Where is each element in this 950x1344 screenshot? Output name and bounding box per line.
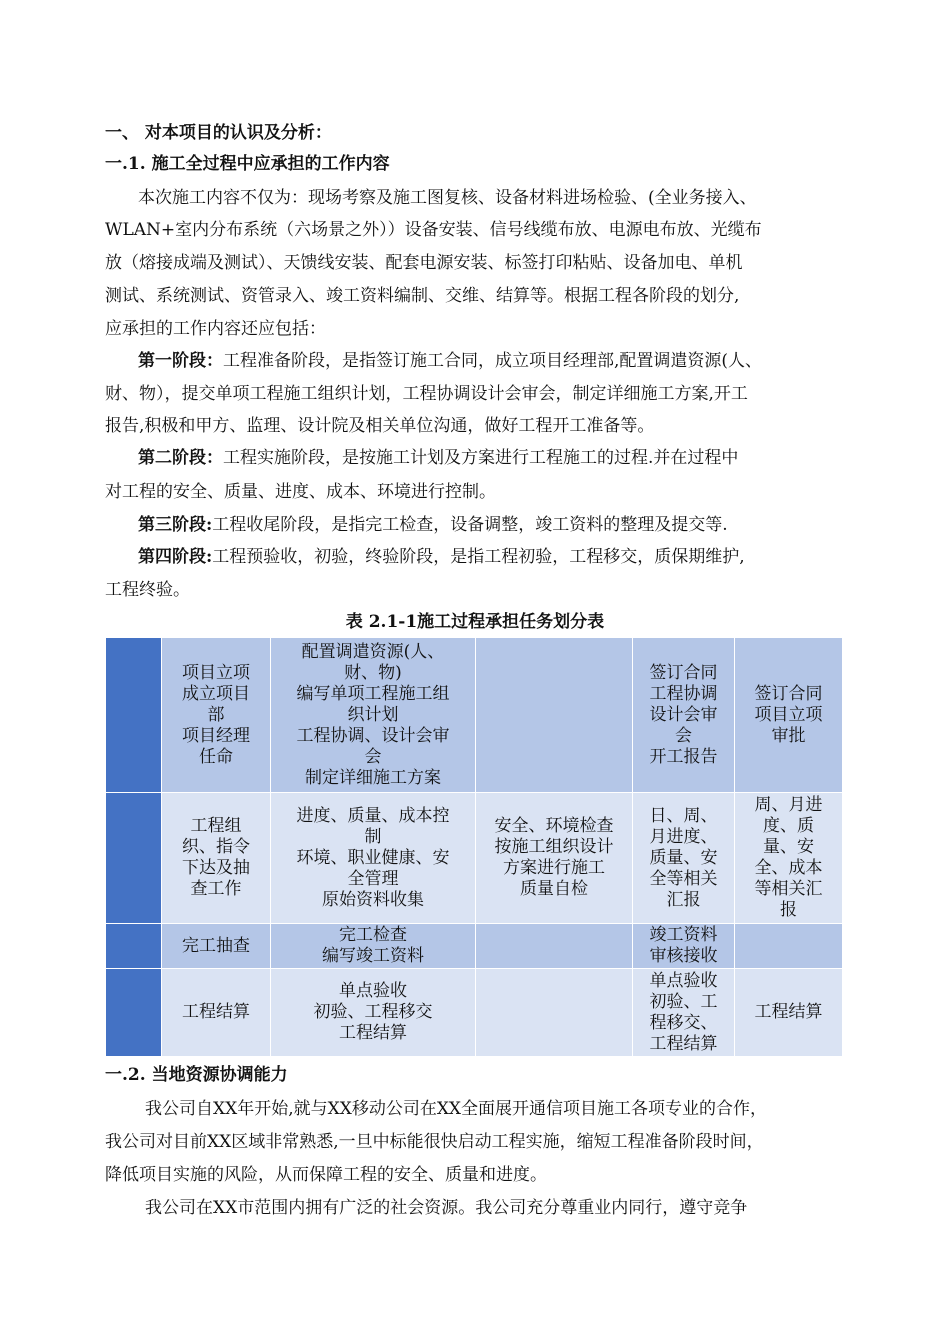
table-cell: 工程结算 [162,969,271,1057]
stage-4-line [138,542,745,567]
paragraph-line: 我公司对目前XX区域非常熟悉,一旦中标能很快启动工程实施，缩短工程准备阶段时间， [105,1132,764,1152]
table-cell: 工程组 织、指令 下达及抽 查工作 [162,793,271,924]
stage-3-text: 工程收尾阶段，是指完工检查，设备调整，竣工资料的整理及提交等. [212,515,728,535]
stage-4-label: 第四阶段: [138,547,213,567]
row-header-cell [106,638,162,793]
table-cell: 周、月进 度、质 量、安 全、成本 等相关汇 报 [735,793,843,924]
stage-2-label: 第二阶段： [138,448,223,468]
row-header-cell [106,969,162,1057]
stage-4-line: 工程终验。 [105,580,190,600]
row-header-cell [106,924,162,969]
table-row [106,969,843,1057]
intro-line: 放（熔接成端及测试）、天馈线安装、配套电源安装、标签打印粘贴、设备加电、单机 [105,253,743,273]
section-heading-1-2: 一.2. 当地资源协调能力 [105,1065,288,1085]
table-cell: 项目立项 成立项目 部 项目经理 任命 [162,638,271,793]
intro-line: 应承担的工作内容还应包括： [105,319,326,339]
table-cell: 完工检查 编写竣工资料 [271,924,476,969]
intro-line: 测试、系统测试、资管录入、竣工资料编制、交维、结算等。根据工程各阶段的划分, [105,286,740,306]
table-cell: 签订合同 工程协调 设计会审 会 开工报告 [633,638,735,793]
heading-1: 一、 对本项目的认识及分析： [105,123,332,143]
stage-1-line [138,346,762,371]
stage-1-line: 报告,积极和甲方、监理、设计院及相关单位沟通，做好工程开工准备等。 [105,416,655,436]
stage-2-line: 对工程的安全、质量、进度、成本、环境进行控制。 [105,482,496,502]
stage-1-label: 第一阶段： [138,351,223,371]
paragraph-line: 降低项目实施的风险，从而保障工程的安全、质量和进度。 [105,1165,547,1185]
stage-4-text: 工程预验收，初验，终验阶段，是指工程初验，工程移交，质保期维护, [212,547,745,567]
stage-2-line [138,443,738,468]
task-division-table [105,637,843,1057]
stage-3-label: 第三阶段: [138,515,213,535]
table-cell: 单点验收 初验、工程移交 工程结算 [271,969,476,1057]
stage-2-text: 工程实施阶段，是按施工计划及方案进行工程施工的过程.并在过程中 [223,448,739,468]
table-cell [476,969,633,1057]
table-row [106,924,843,969]
table-cell: 工程结算 [735,969,843,1057]
table-row [106,638,843,793]
paragraph-line: 我公司自XX年开始,就与XX移动公司在XX全面展开通信项目施工各项专业的合作， [145,1099,768,1119]
row-header-cell [106,793,162,924]
table-caption: 表 2.1-1施工过程承担任务划分表 [345,612,605,632]
table-cell: 单点验收 初验、工 程移交、 工程结算 [633,969,735,1057]
table-cell: 配置调遣资源(人、 财、物) 编写单项工程施工组 织计划 工程协调、设计会审 会 制定详细施工方案 [271,638,476,793]
table-cell [476,924,633,969]
table-cell: 签订合同 项目立项 审批 [735,638,843,793]
stage-1-text: 工程准备阶段，是指签订施工合同，成立项目经理部,配置调遣资源(人、 [223,351,763,371]
table-cell: 日、周、 月进度、 质量、安 全等相关 汇报 [633,793,735,924]
table-cell: 竣工资料 审核接收 [633,924,735,969]
table-cell: 安全、环境检查 按施工组织设计 方案进行施工 质量自检 [476,793,633,924]
intro-line: WLAN+室内分布系统（六场景之外））设备安装、信号线缆布放、电源电布放、光缆布 [105,220,762,240]
intro-line: 本次施工内容不仅为：现场考察及施工图复核、设备材料进场检验、(全业务接入、 [138,188,757,208]
stage-3-line [138,510,728,535]
paragraph-line: 我公司在XX市范围内拥有广泛的社会资源。我公司充分尊重业内同行，遵守竞争 [145,1198,748,1218]
section-heading-1-1: 一.1. 施工全过程中应承担的工作内容 [105,154,390,174]
table-cell [476,638,633,793]
table-cell: 进度、质量、成本控 制 环境、职业健康、安 全管理 原始资料收集 [271,793,476,924]
stage-1-line: 财、物），提交单项工程施工组织计划，工程协调设计会审会，制定详细施工方案,开工 [105,384,748,404]
table-cell: 完工抽查 [162,924,271,969]
table-cell [735,924,843,969]
table-row [106,793,843,924]
